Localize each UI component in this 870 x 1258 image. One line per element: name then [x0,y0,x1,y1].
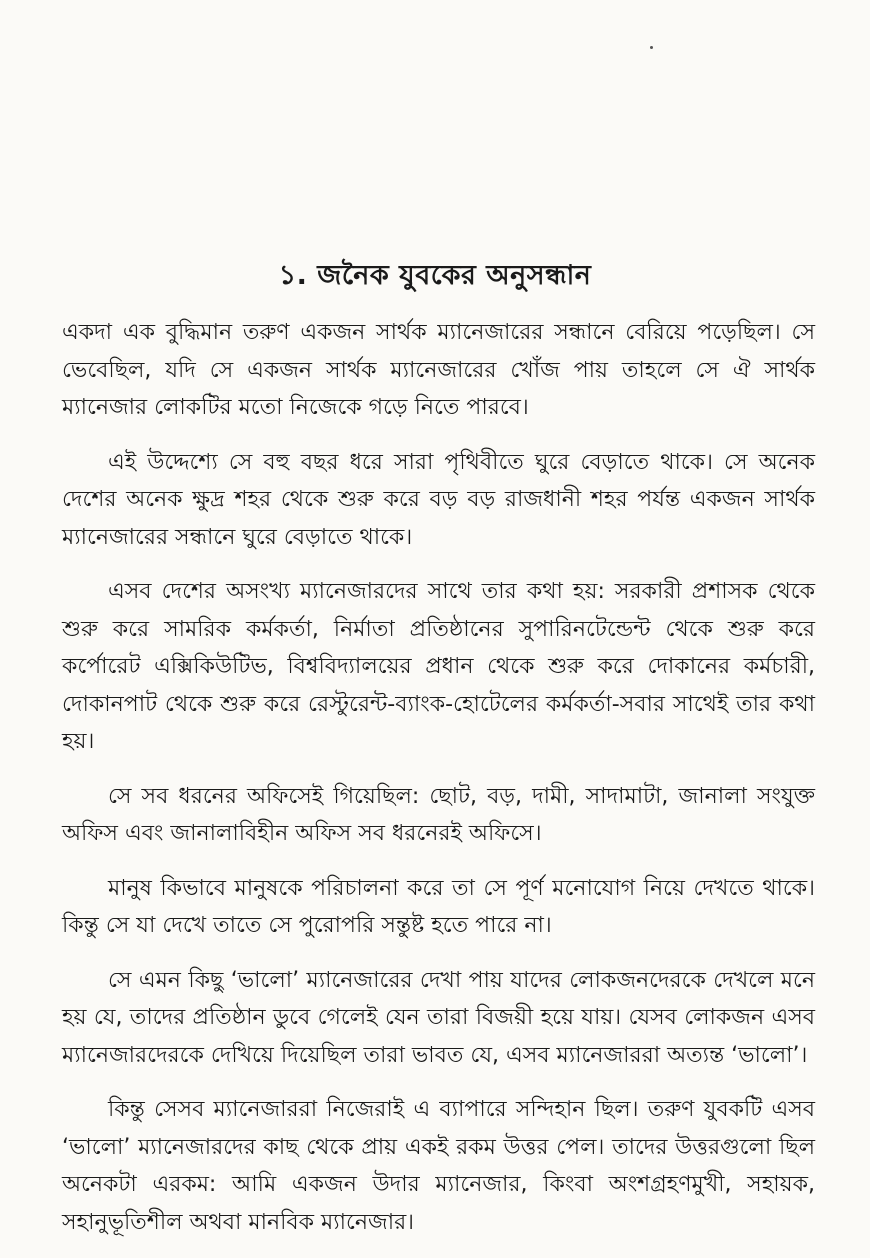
paragraph-7: কিন্তু সেসব ম্যানেজাররা নিজেরাই এ ব্যাপারে সন্দিহান ছিল। তরুণ যুবকটি এসব ‘ভালো’ ম্যানেজারদের কাছ থেকে প্রায় একই রকম উত্তর পেল। তাদের উত্তরগুলো ছিল অনেকটা এরকম: আমি একজন উদার ম্যানেজার, কিংবা অংশগ্রহণমুখী, সহায়ক, সহানুভূতিশীল অথবা মানবিক ম্যানেজার। [62,1097,815,1235]
paragraph-2: এই উদ্দেশ্যে সে বহু বছর ধরে সারা পৃথিবীতে ঘুরে বেড়াতে থাকে। সে অনেক দেশের অনেক ক্ষুদ্র শহর থেকে শুরু করে বড় বড় রাজধানী শহর পর্যন্ত একজন সার্থক ম্যানেজারের সন্ধানে ঘুরে বেড়াতে থাকে। [62,449,815,550]
paragraph-3: এসব দেশের অসংখ্য ম্যানেজারদের সাথে তার কথা হয়: সরকারী প্রশাসক থেকে শুরু করে সামরিক কর্মকর্তা, নির্মাতা প্রতিষ্ঠানের সুপারিনটেন্ডেন্ট থেকে শুরু করে কর্পোরেট এক্সিকিউটিভ, বিশ্ববিদ্যালয়ের প্রধান থেকে শুরু করে দোকানের কর্মচারী, দোকানপাট থেকে শুরু করে রেস্টুরেন্ট-ব্যাংক-হোটেলের কর্মকর্তা-সবার সাথেই তার কথা হয়। [62,579,815,754]
paragraph-6: সে এমন কিছু ‘ভালো’ ম্যানেজারের দেখা পায় যাদের লোকজনদেরকে দেখলে মনে হয় যে, তাদের প্রতিষ্ঠান ডুবে গেলেই যেন তারা বিজয়ী হয়ে যায়। যেসব লোকজন এসব ম্যানেজারদেরকে দেখিয়ে দিয়েছিল তারা ভাবত যে, এসব ম্যানেজাররা অত্যন্ত ‘ভালো’। [62,967,815,1068]
speck-mark [650,46,653,49]
chapter-body [62,314,815,1258]
paragraph-4: সে সব ধরনের অফিসেই গিয়েছিল: ছোট, বড়, দামী, সাদামাটা, জানালা সংযুক্ত অফিস এবং জানালাবিহীন অফিস সব ধরনেরই অফিসে। [62,783,815,846]
chapter-title: ১. জনৈক যুবকের অনুসন্ধান [278,260,592,291]
paragraph-5: মানুষ কিভাবে মানুষকে পরিচালনা করে তা সে পূর্ণ মনোযোগ নিয়ে দেখতে থাকে। কিন্তু সে যা দেখে তাতে সে পুরোপরি সন্তুষ্ট হতে পারে না। [62,875,815,938]
paragraph-1: একদা এক বুদ্ধিমান তরুণ একজন সার্থক ম্যানেজারের সন্ধানে বেরিয়ে পড়েছিল। সে ভেবেছিল, যদি সে একজন সার্থক ম্যানেজারের খোঁজ পায় তাহলে সে ঐ সার্থক ম্যানেজার লোকটির মতো নিজেকে গড়ে নিতে পারবে। [62,320,815,420]
